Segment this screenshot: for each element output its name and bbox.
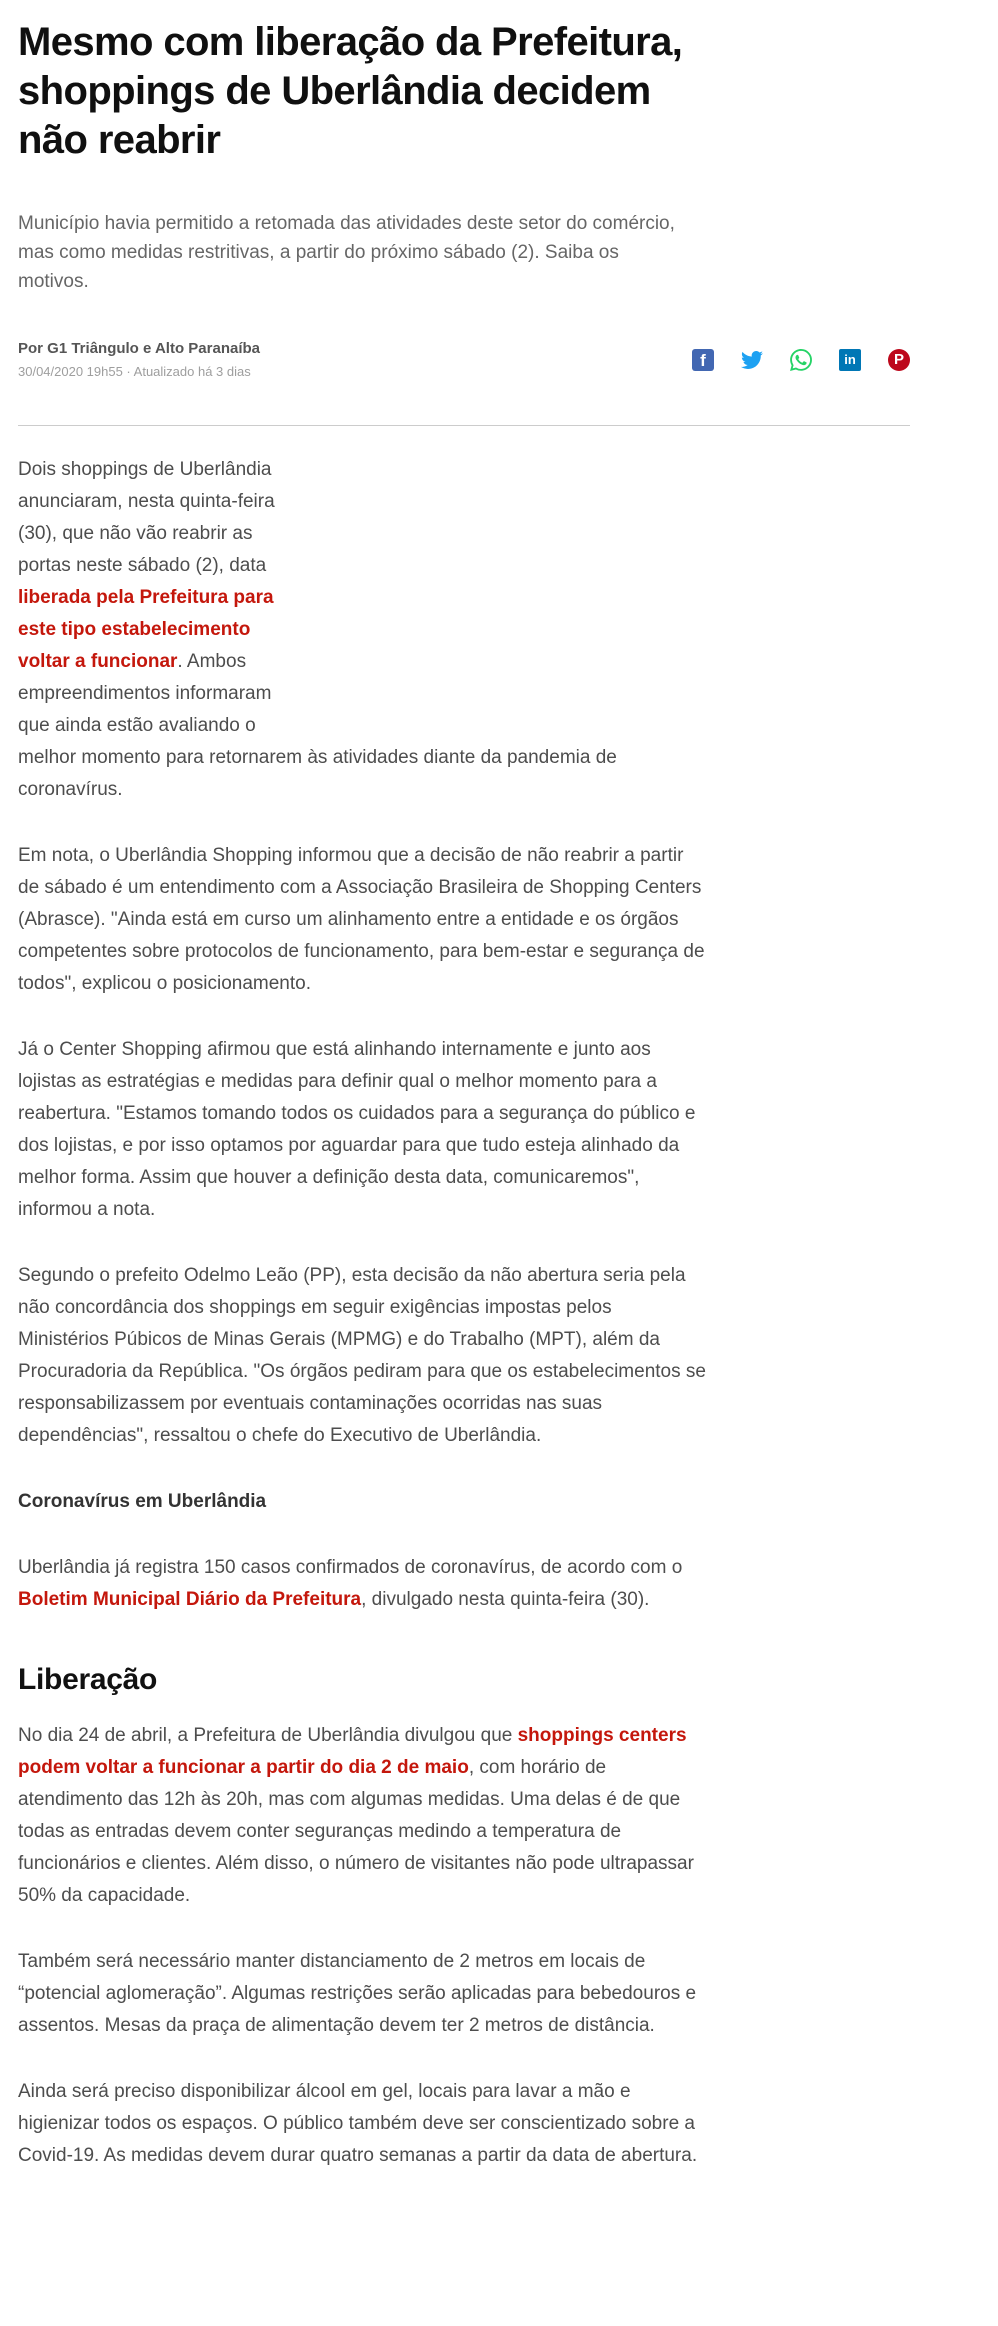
whatsapp-share-icon[interactable] (790, 349, 812, 371)
paragraph-2: Em nota, o Uberlândia Shopping informou que a decisão de não reabrir a partir de sábado é um entendimento com a Associação Brasileira de Shopping Centers (Abrasce). "Ainda está em curso um alinhamento entre a entidade e os órgãos competentes sobre protocolos de funcionamento, para bem-estar e segurança de todos", explicou o posicionamento. (18, 845, 705, 994)
divider (18, 425, 910, 426)
twitter-bird-icon (741, 348, 763, 372)
paragraph-5 (18, 1552, 706, 1616)
paragraph-1 (18, 454, 706, 806)
paragraph-3: Já o Center Shopping afirmou que está alinhando internamente e junto aos lojistas as estratégias e medidas para definir qual o melhor momento para a reabertura. "Estamos tomando todos os cuidados para a segurança do público e dos lojistas, e por isso optamos por aguardar para que tudo esteja alinhado da melhor forma. Assim que houver a definição desta data, comunicaremos", informou a nota. (18, 1039, 696, 1220)
paragraph-6 (18, 1720, 706, 1912)
inline-link-liberacao-prefeitura[interactable]: liberada pela Prefeitura para este tipo estabelecimento voltar a funcionar (18, 587, 274, 672)
inline-link-boletim-municipal[interactable]: Boletim Municipal Diário da Prefeitura (18, 1589, 362, 1610)
paragraph-1-text-after: . Ambos empreendimentos informaram que ainda estão avaliando o melhor momento para retornarem às atividades diante da pandemia de coronavírus. (18, 651, 617, 800)
paragraph-5-text: Uberlândia já registra 150 casos confirmados de coronavírus, de acordo com o (18, 1557, 683, 1578)
whatsapp-phone-icon (790, 348, 812, 372)
section-heading-liberacao: Liberação (18, 1663, 158, 1696)
paragraph-6-text-after: , com horário de atendimento das 12h às 20h, mas com algumas medidas. Uma delas é de que todas as entradas devem conter seguranças medindo a temperatura de funcionários e clientes. Além disso, o número de visitantes não pode ultrapassar 50% da capacidade. (18, 1757, 694, 1906)
paragraph-1-text: Dois shoppings de Uberlândia anunciaram, nesta quinta-feira (30), que não vão reabrir as portas neste sábado (2), data (18, 459, 275, 576)
pinterest-glyph: P (893, 351, 904, 368)
article-meta (18, 340, 910, 379)
paragraph-6-text: No dia 24 de abril, a Prefeitura de Uberlândia divulgou que (18, 1725, 518, 1746)
paragraph-4: Segundo o prefeito Odelmo Leão (PP), esta decisão da não abertura seria pela não concordância dos shoppings em seguir exigências impostas pelos Ministérios Púbicos de Minas Gerais (MPMG) e do Trabalho (MPT), além da Procuradoria da República. "Os órgãos pediram para que os estabelecimentos se responsabilizassem por eventuais contaminações ocorridas nas suas dependências", ressaltou o chefe do Executivo de Uberlândia. (18, 1265, 706, 1446)
byline-block (18, 340, 260, 379)
article-body (18, 454, 706, 2172)
twitter-share-icon[interactable] (741, 349, 763, 371)
article-subtitle: Município havia permitido a retomada das atividades deste setor do comércio, mas como medidas restritivas, a partir do próximo sábado (2). Saiba os motivos. (18, 213, 675, 292)
publish-date: 30/04/2020 19h55 · Atualizado há 3 dias (18, 364, 251, 379)
facebook-glyph: f (700, 351, 706, 370)
subheading-coronavirus-uberlandia: Coronavírus em Uberlândia (18, 1491, 267, 1512)
share-bar (692, 349, 910, 371)
inline-link-shoppings-2-maio[interactable]: shoppings centers podem voltar a funcionar a partir do dia 2 de maio (18, 1725, 687, 1778)
page-title: Mesmo com liberação da Prefeitura, shoppings de Uberlândia decidem não reabrir (18, 20, 683, 162)
ad-placeholder (306, 454, 706, 742)
linkedin-glyph: in (844, 352, 856, 367)
linkedin-share-icon[interactable] (839, 349, 861, 371)
pinterest-share-icon[interactable] (888, 349, 910, 371)
paragraph-5-text-after: , divulgado nesta quinta-feira (30). (361, 1589, 650, 1610)
paragraph-7: Também será necessário manter distanciamento de 2 metros em locais de “potencial aglomeração”. Algumas restrições serão aplicadas para bebedouros e assentos. Mesas da praça de alimentação devem ter 2 metros de distância. (18, 1951, 697, 2036)
facebook-share-icon[interactable] (692, 349, 714, 371)
paragraph-8: Ainda será preciso disponibilizar álcool em gel, locais para lavar a mão e higienizar todos os espaços. O público também deve ser conscientizado sobre a Covid-19. As medidas devem durar quatro semanas a partir da data de abertura. (18, 2081, 698, 2166)
byline: Por G1 Triângulo e Alto Paranaíba (18, 340, 260, 357)
